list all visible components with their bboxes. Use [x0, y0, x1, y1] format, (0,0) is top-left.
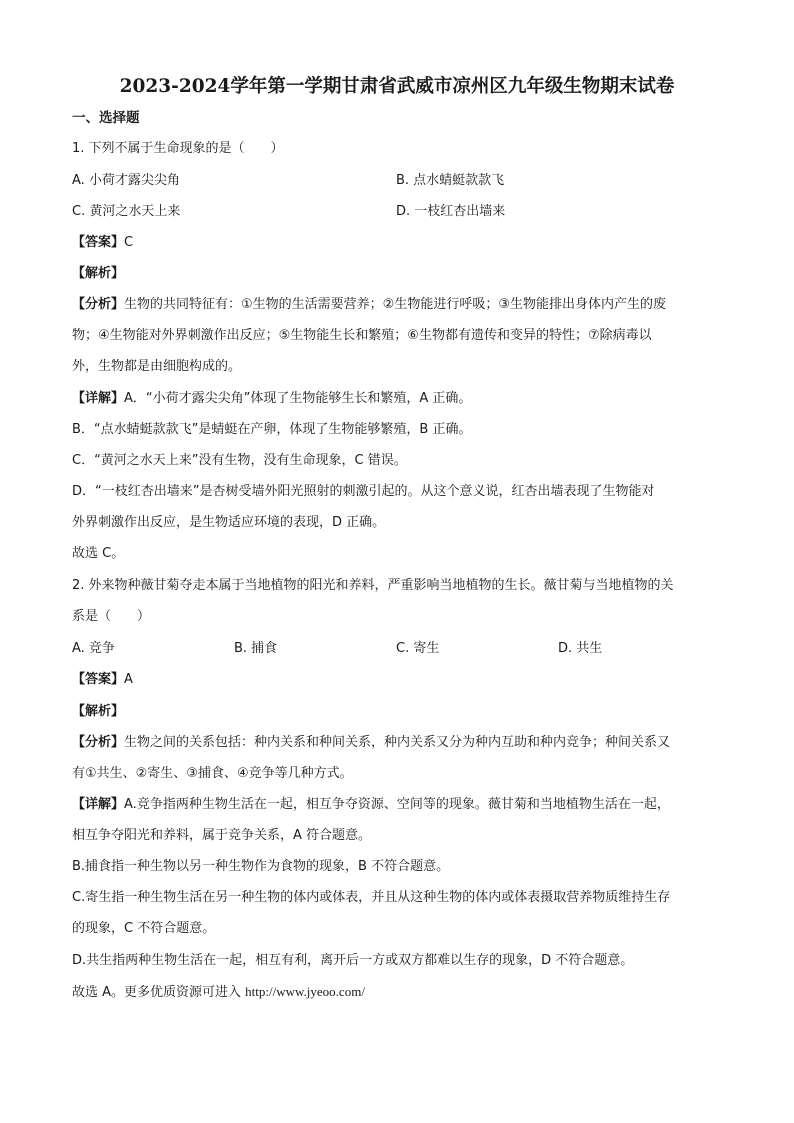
- answer-tag: 【答案】: [72, 672, 125, 687]
- q1-stem: 1. 下列不属于生命现象的是（ ）: [72, 141, 284, 156]
- detail-text: A．“小荷才露尖尖角”体现了生物能够生长和繁殖，A 正确。: [124, 391, 472, 406]
- fenxi-tag: 【分析】: [72, 735, 125, 750]
- q2-detail-b: B.捕食指一种生物以另一种生物作为食物的现象，B 不符合题意。: [72, 859, 450, 874]
- xiangjie-tag: 【详解】: [72, 391, 125, 406]
- q1-option-d: D. 一枝红杏出墙来: [396, 204, 506, 219]
- q1-option-b: B. 点水蜻蜓款款飞: [396, 173, 505, 188]
- xiangjie-tag: 【详解】: [72, 797, 125, 812]
- q2-fenxi-line-2: 有①共生、②寄生、③捕食、④竞争等几种方式。: [72, 766, 353, 781]
- q2-jiexi-heading: 【解析】: [72, 704, 125, 719]
- q2-detail-c-line-2: 的现象，C 不符合题意。: [72, 921, 216, 936]
- q1-option-a: A. 小荷才露尖尖角: [72, 173, 180, 188]
- q2-option-d: D. 共生: [558, 641, 603, 656]
- fenxi-text: 生物的共同特征有：①生物的生活需要营养；②生物能进行呼吸；③生物能排出身体内产生的废: [124, 297, 666, 312]
- q2-detail-a-line-2: 相互争夺阳光和养料，属于竞争关系，A 符合题意。: [72, 828, 372, 843]
- q2-stem-line-2: 系是（ ）: [72, 609, 151, 624]
- section-heading: 一、选择题: [72, 110, 140, 126]
- q2-option-a: A. 竞争: [72, 641, 115, 656]
- fenxi-text: 生物之间的关系包括：种内关系和种间关系，种内关系又分为种内互助和种内竞争；种间关系又: [124, 735, 671, 750]
- q1-detail-d-line-1: D．“一枝红杏出墙来”是杏树受墙外阳光照射的刺激引起的。从这个意义说，红杏出墙表现了生物能对: [72, 484, 655, 499]
- q2-option-b: B. 捕食: [234, 641, 278, 656]
- q2-detail-d: D.共生指两种生物生活在一起，相互有利，离开后一方或双方都难以生存的现象，D 不符合题意。: [72, 953, 634, 968]
- q2-fenxi-line-1: [72, 734, 670, 752]
- resource-link[interactable]: http://www.jyeoo.com/: [245, 984, 365, 999]
- q2-stem-line-1: 2. 外来物种薇甘菊夺走本属于当地植物的阳光和养料，严重影响当地植物的生长。薇甘菊与当地植物的关: [72, 578, 674, 593]
- q1-fenxi-line-3: 外，生物都是由细胞构成的。: [72, 359, 242, 374]
- q1-fenxi-line-2: 物；④生物能对外界刺激作出反应；⑤生物能生长和繁殖；⑥生物都有遗传和变异的特性；⑦除病毒以: [72, 328, 652, 343]
- detail-text: A.竞争指两种生物生活在一起，相互争夺资源、空间等的现象。薇甘菊和当地植物生活在一起，: [124, 797, 670, 812]
- fenxi-tag: 【分析】: [72, 297, 125, 312]
- q1-fenxi-line-1: [72, 296, 666, 314]
- q2-conclusion: [72, 983, 365, 1002]
- answer-tag: 【答案】: [72, 235, 125, 250]
- q1-answer: [72, 234, 133, 252]
- q1-conclusion: 故选 C。: [72, 546, 125, 561]
- q1-jiexi-heading: 【解析】: [72, 266, 125, 281]
- conclusion-text: 故选 A。更多优质资源可进入: [72, 985, 242, 1000]
- q1-detail-b: B．“点水蜻蜓款款飞”是蜻蜓在产卵，体现了生物能够繁殖，B 正确。: [72, 422, 472, 437]
- q1-detail-c: C．“黄河之水天上来”没有生物，没有生命现象，C 错误。: [72, 453, 407, 468]
- q2-option-c: C. 寄生: [396, 641, 440, 656]
- answer-value: A: [124, 672, 133, 687]
- q2-detail-a-line-1: [72, 796, 670, 814]
- page-title: 2023-2024学年第一学期甘肃省武威市凉州区九年级生物期末试卷: [119, 76, 675, 97]
- q1-option-c: C. 黄河之水天上来: [72, 204, 181, 219]
- q1-detail-d-line-2: 外界刺激作出反应，是生物适应环境的表现，D 正确。: [72, 515, 386, 530]
- q2-detail-c-line-1: C.寄生指一种生物生活在另一种生物的体内或体表，并且从这种生物的体内或体表摄取营养物质维持生存: [72, 890, 671, 905]
- q1-detail-a: [72, 390, 471, 408]
- q2-answer: [72, 671, 133, 689]
- answer-value: C: [124, 235, 134, 250]
